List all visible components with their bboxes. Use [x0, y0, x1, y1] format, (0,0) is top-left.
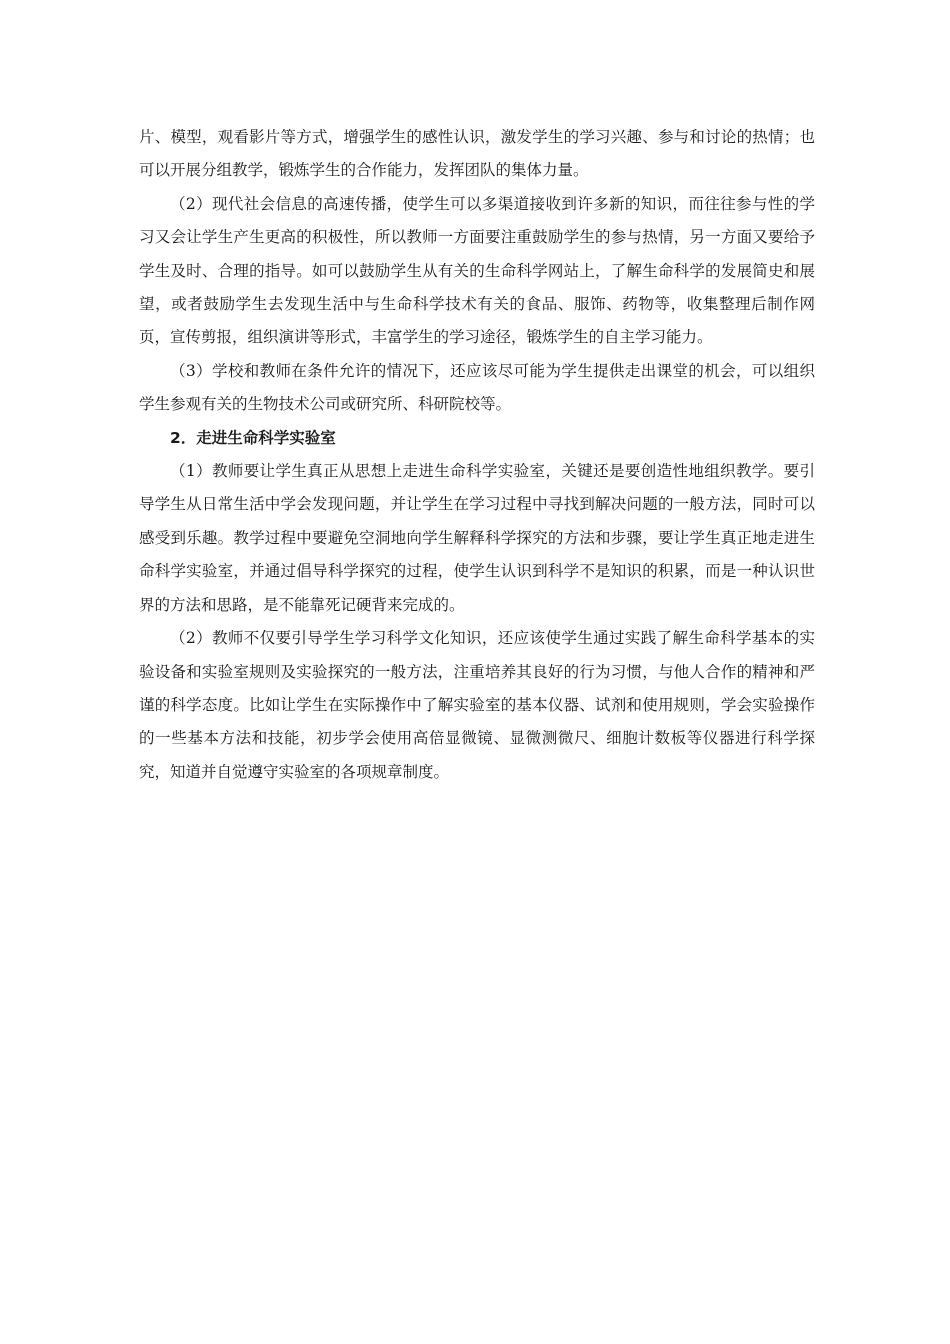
- document-body: [139, 121, 815, 789]
- paragraph-item-3: （3）学校和教师在条件允许的情况下，还应该尽可能为学生提供走出课堂的机会，可以组织学生参观有关的生物技术公司或研究所、科研院校等。: [139, 361, 815, 414]
- paragraph-continuation: 片、模型，观看影片等方式，增强学生的感性认识，激发学生的学习兴趣、参与和讨论的热情；也可以开展分组教学，锻炼学生的合作能力，发挥团队的集体力量。: [139, 128, 815, 180]
- paragraph-section2-item-1: （1）教师要让学生真正从思想上走进生命科学实验室，关键还是要创造性地组织教学。要引导学生从日常生活中学会发现问题，并让学生在学习过程中寻找到解决问题的一般方法，同时可以感受到乐趣。教学过程中要避免空洞地向学生解释科学探究的方法和步骤，要让学生真正地走进生命科学实验室，并通过倡导科学探究的过程，使学生认识到科学不是知识的积累，而是一种认识世界的方法和思路，是不能靠死记硬背来完成的。: [139, 462, 815, 614]
- paragraph-section2-item-2: （2）教师不仅要引导学生学习科学文化知识，还应该使学生通过实践了解生命科学基本的实验设备和实验室规则及实验探究的一般方法，注重培养其良好的行为习惯，与他人合作的精神和严谨的科学态度。比如让学生在实际操作中了解实验室的基本仪器、试剂和使用规则，学会实验操作的一些基本方法和技能，初步学会使用高倍显微镜、显微测微尺、细胞计数板等仪器进行科学探究，知道并自觉遵守实验室的各项规章制度。: [139, 629, 815, 781]
- paragraph-item-2: （2）现代社会信息的高速传播，使学生可以多渠道接收到许多新的知识，而往往参与性的学习又会让学生产生更高的积极性，所以教师一方面要注重鼓励学生的参与热情，另一方面又要给予学生及时、合理的指导。如可以鼓励学生从有关的生命科学网站上，了解生命科学的发展简史和展望，或者鼓励学生去发现生活中与生命科学技术有关的食品、服饰、药物等，收集整理后制作网页，宣传剪报，组织演讲等形式，丰富学生的学习途径，锻炼学生的自主学习能力。: [139, 194, 815, 347]
- section-heading: 2．走进生命科学实验室: [170, 428, 336, 447]
